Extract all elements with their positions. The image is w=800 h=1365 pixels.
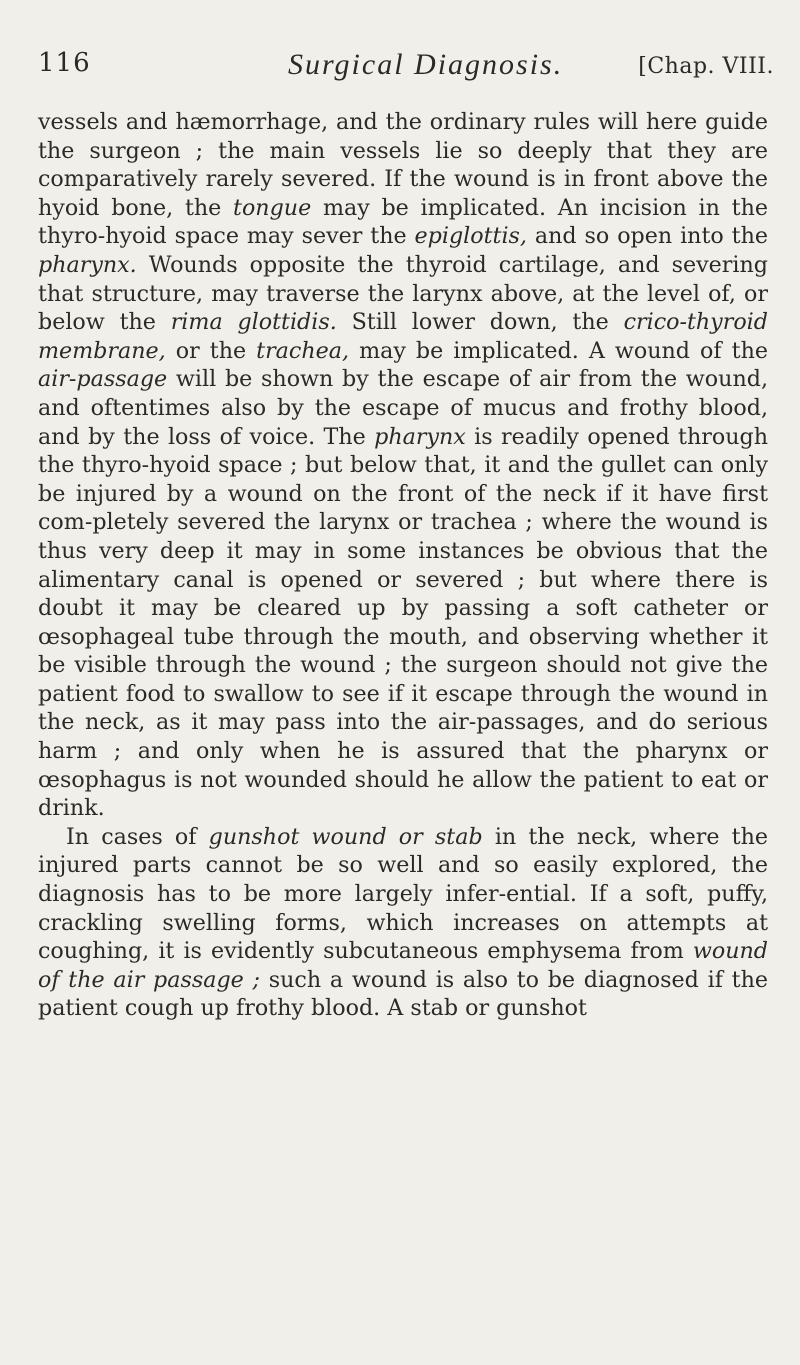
running-head — [38, 48, 774, 92]
text-run: vessels and hæmorrhage, and the ordinary rules will here guide the surgeon ; the main vessels lie so deeply that they are comparatively rarely severed. If the wound is in front above the hyoid bone, the — [38, 109, 768, 221]
italic-term: trachea, — [256, 337, 350, 364]
text-run: In cases of — [66, 823, 209, 850]
running-title: Surgical Diagnosis. — [288, 48, 564, 81]
italic-term: crico-thyroid membrane, — [38, 309, 768, 364]
italic-term: rima glottidis. — [170, 309, 337, 336]
text-run: and so open into the — [527, 223, 768, 250]
paragraph — [38, 108, 768, 823]
text-run: Wounds opposite the thyroid cartilage, and severing that structure, may traverse the larynx above, at the level of, or below the — [38, 251, 768, 336]
text-run: may be implicated. A wound of the — [349, 337, 768, 364]
text-run: such a wound is also to be diagnosed if the patient cough up frothy blood. A stab or gunshot — [38, 966, 768, 1022]
page-number: 116 — [38, 48, 91, 78]
italic-term: epiglottis, — [414, 223, 527, 250]
text-run: will be shown by the escape of air from the wound, and oftentimes also by the escape of mucus and frothy blood, and by the loss of voice. The — [38, 366, 768, 450]
chapter-reference: [Chap. VIII. — [638, 54, 774, 79]
italic-term: tongue — [233, 194, 312, 221]
text-run: may be implicated. An incision in the thyro-hyoid space may sever the — [38, 194, 768, 250]
italic-term: gunshot wound or stab — [208, 823, 483, 850]
italic-term: air-passage — [38, 366, 168, 393]
text-run: in the neck, where the injured parts cannot be so well and so easily explored, the diagnosis has to be more largely infer-ential. If a soft, puffy, crackling swelling forms, which increases on attempts at coughing, it is evidently subcutaneous emphysema from — [38, 823, 768, 965]
text-run: Still lower down, the — [336, 309, 624, 336]
italic-term: pharynx — [374, 423, 466, 450]
text-run: or the — [165, 337, 257, 364]
body-text — [38, 108, 768, 1023]
paragraph — [38, 823, 768, 1023]
text-run: is readily opened through the thyro-hyoid space ; but below that, it and the gullet can only be injured by a wound on the front of the neck if it have first com-pletely severed the larynx or trachea ; where the wound is thus very deep it may in some instances be obvious that the alimentary canal is opened or severed ; but where there is doubt it may be cleared up by passing a soft catheter or œsophageal tube through the mouth, and observing whether it be visible through the wound ; the surgeon should not give the patient food to swallow to see if it escape through the wound in the neck, as it may pass into the air-passages, and do serious harm ; and only when he is assured that the pharynx or œsophagus is not wounded should he allow the patient to eat or drink. — [38, 423, 768, 822]
italic-term: wound of the air passage ; — [38, 938, 768, 993]
italic-term: pharynx. — [38, 251, 137, 278]
